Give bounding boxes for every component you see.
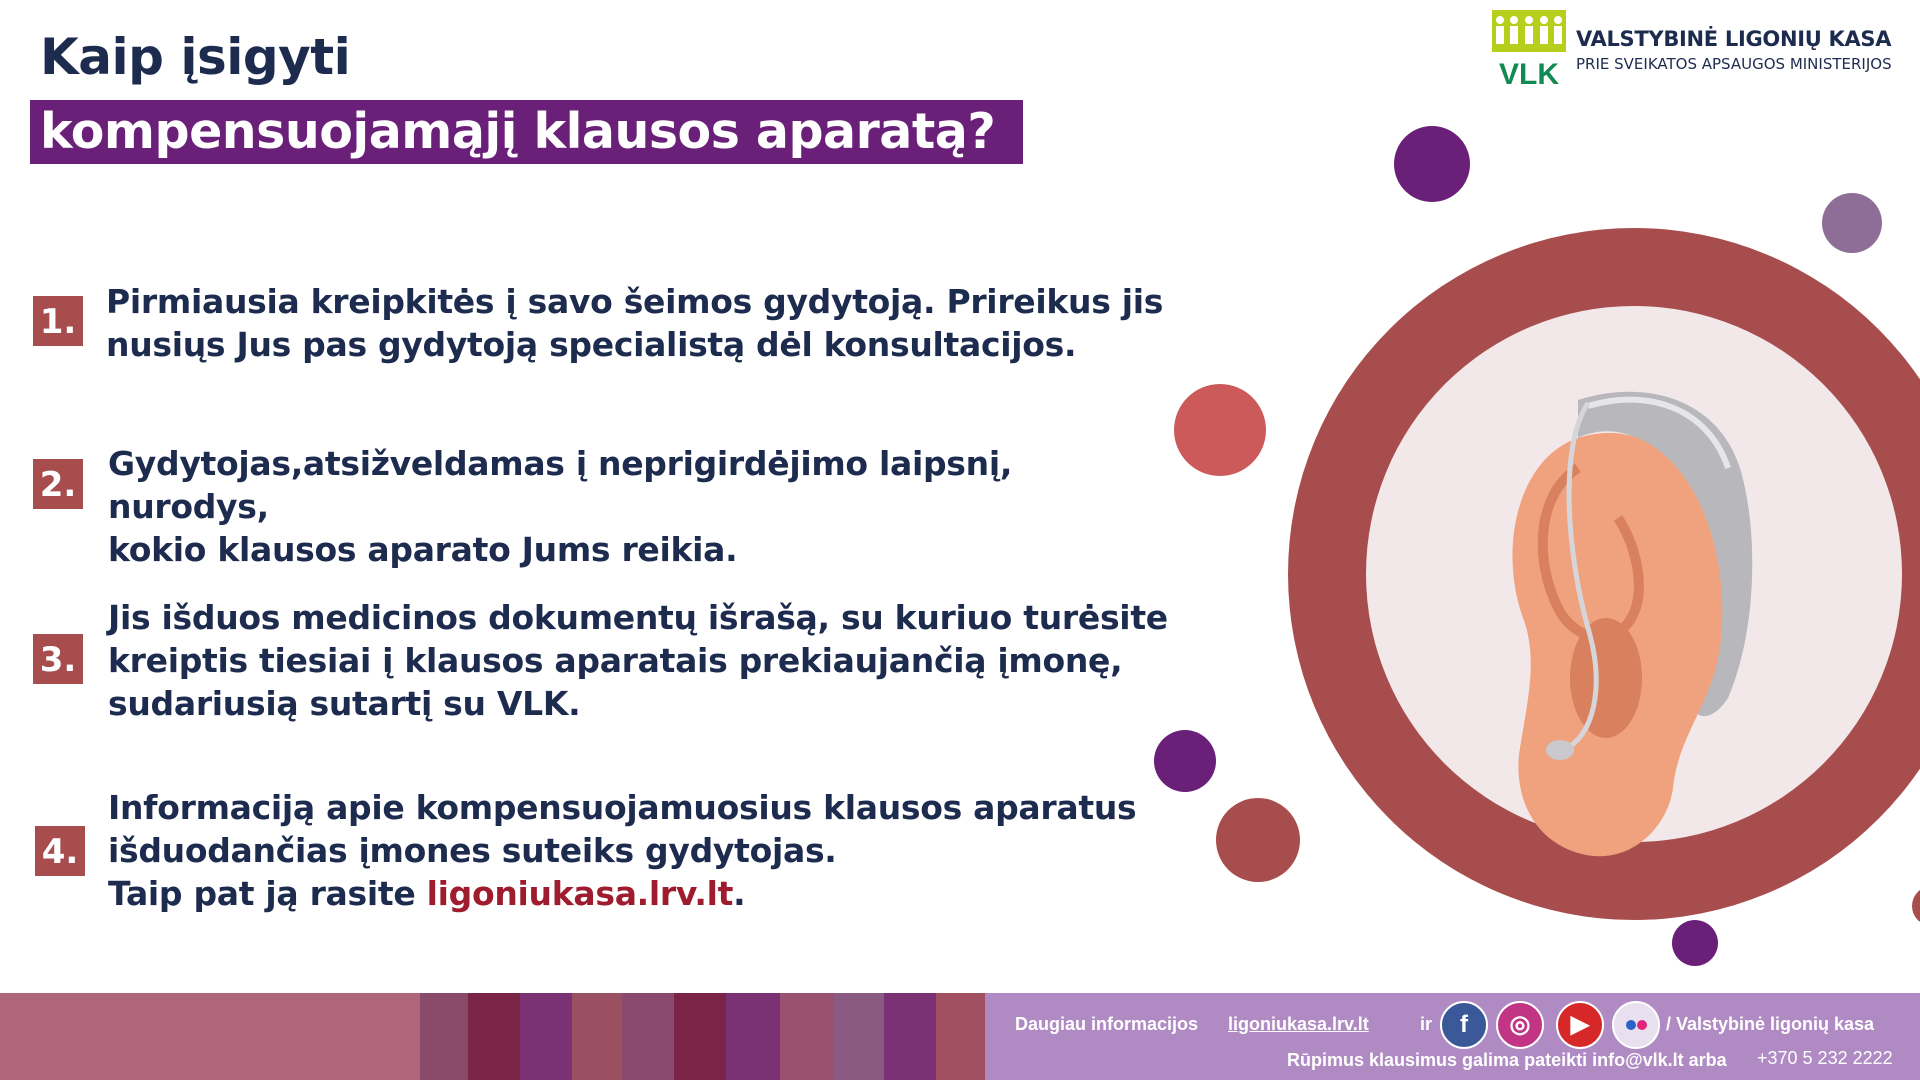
title-line-1: Kaip įsigyti [40, 28, 351, 86]
footer-stripe [834, 993, 884, 1080]
footer-concerns: Rūpimus klausimus galima pateikti info@vlk.lt arba [1287, 1050, 1727, 1070]
step-2-line-2: kokio klausos aparato Jums reikia. [108, 530, 738, 569]
vlk-logo-mark [1492, 10, 1566, 86]
decorative-dot [1672, 920, 1718, 966]
flickr-dots [1614, 1003, 1658, 1047]
footer-stripe [622, 993, 674, 1080]
step-4-prefix: Taip pat ją rasite [108, 874, 427, 913]
footer-stripe [726, 993, 780, 1080]
step-3-line-2: kreiptis tiesiai į klausos aparatais prekiaujančią įmonę, [108, 641, 1123, 680]
step-2-line-1: Gydytojas,atsižveldamas į neprigirdėjimo laipsnį, nurodys, [108, 444, 1013, 526]
footer-stripe [520, 993, 572, 1080]
step-4-text [108, 786, 1168, 915]
step-4-badge: 4. [35, 826, 85, 876]
step-2-badge: 2. [33, 459, 83, 509]
footer-link[interactable]: ligoniukasa.lrv.lt [1228, 1014, 1369, 1034]
footer-stripe [0, 993, 420, 1080]
decorative-dot [1394, 126, 1470, 202]
logo-subtitle: PRIE SVEIKATOS APSAUGOS MINISTERIJOS [1576, 55, 1892, 73]
step-3-line-3: sudariusią sutartį su VLK. [108, 684, 581, 723]
youtube-icon[interactable]: ▶ [1556, 1001, 1604, 1049]
step-4-line-1: Informaciją apie kompensuojamuosius klausos aparatus [108, 788, 1137, 827]
step-3-badge: 3. [33, 634, 83, 684]
footer-stripe [572, 993, 622, 1080]
footer-and: ir [1420, 1014, 1433, 1034]
step-3-text [108, 596, 1168, 725]
step-1-line-2: nusiųs Jus pas gydytoją specialistą dėl konsultacijos. [106, 325, 1077, 364]
footer-stripe [884, 993, 936, 1080]
step-1-line-1: Pirmiausia kreipkitės į savo šeimos gydytoją. Prireikus jis [106, 282, 1164, 321]
footer-stripe [420, 993, 468, 1080]
footer-stripe [936, 993, 985, 1080]
footer-phone[interactable]: +370 5 232 2222 [1757, 1048, 1893, 1068]
hearing-aid-illustration [1288, 228, 1920, 920]
step-4-line-2: išduodančias įmones suteiks gydytojas. [108, 831, 837, 870]
footer-stripe [468, 993, 520, 1080]
step-4-line-3 [108, 872, 1168, 915]
decorative-dot [1154, 730, 1216, 792]
vlk-logo[interactable] [1492, 10, 1912, 90]
footer-more-info: Daugiau informacijos [1015, 1014, 1199, 1034]
step-3-line-1: Jis išduos medicinos dokumentų išrašą, su kuriuo turėsite [108, 598, 1168, 637]
footer [0, 993, 1920, 1080]
step-4-suffix: . [733, 874, 746, 913]
footer-stripe [674, 993, 726, 1080]
step-1-text [106, 280, 1166, 366]
facebook-icon[interactable]: f [1440, 1001, 1488, 1049]
instagram-icon[interactable]: ◎ [1496, 1001, 1544, 1049]
title-line-2: kompensuojamąjį klausos aparatą? [40, 103, 996, 160]
footer-social-suffix: / Valstybinė ligonių kasa [1666, 1014, 1875, 1034]
vlk-logo-abbr: VLK [1499, 58, 1559, 86]
step-1-badge: 1. [33, 296, 83, 346]
step-4-link[interactable]: ligoniukasa.lrv.lt [426, 874, 734, 913]
step-2-text [108, 442, 1168, 571]
flickr-icon[interactable] [1612, 1001, 1660, 1049]
decorative-dot [1174, 384, 1266, 476]
logo-name: VALSTYBINĖ LIGONIŲ KASA [1576, 27, 1892, 51]
footer-stripe [780, 993, 834, 1080]
